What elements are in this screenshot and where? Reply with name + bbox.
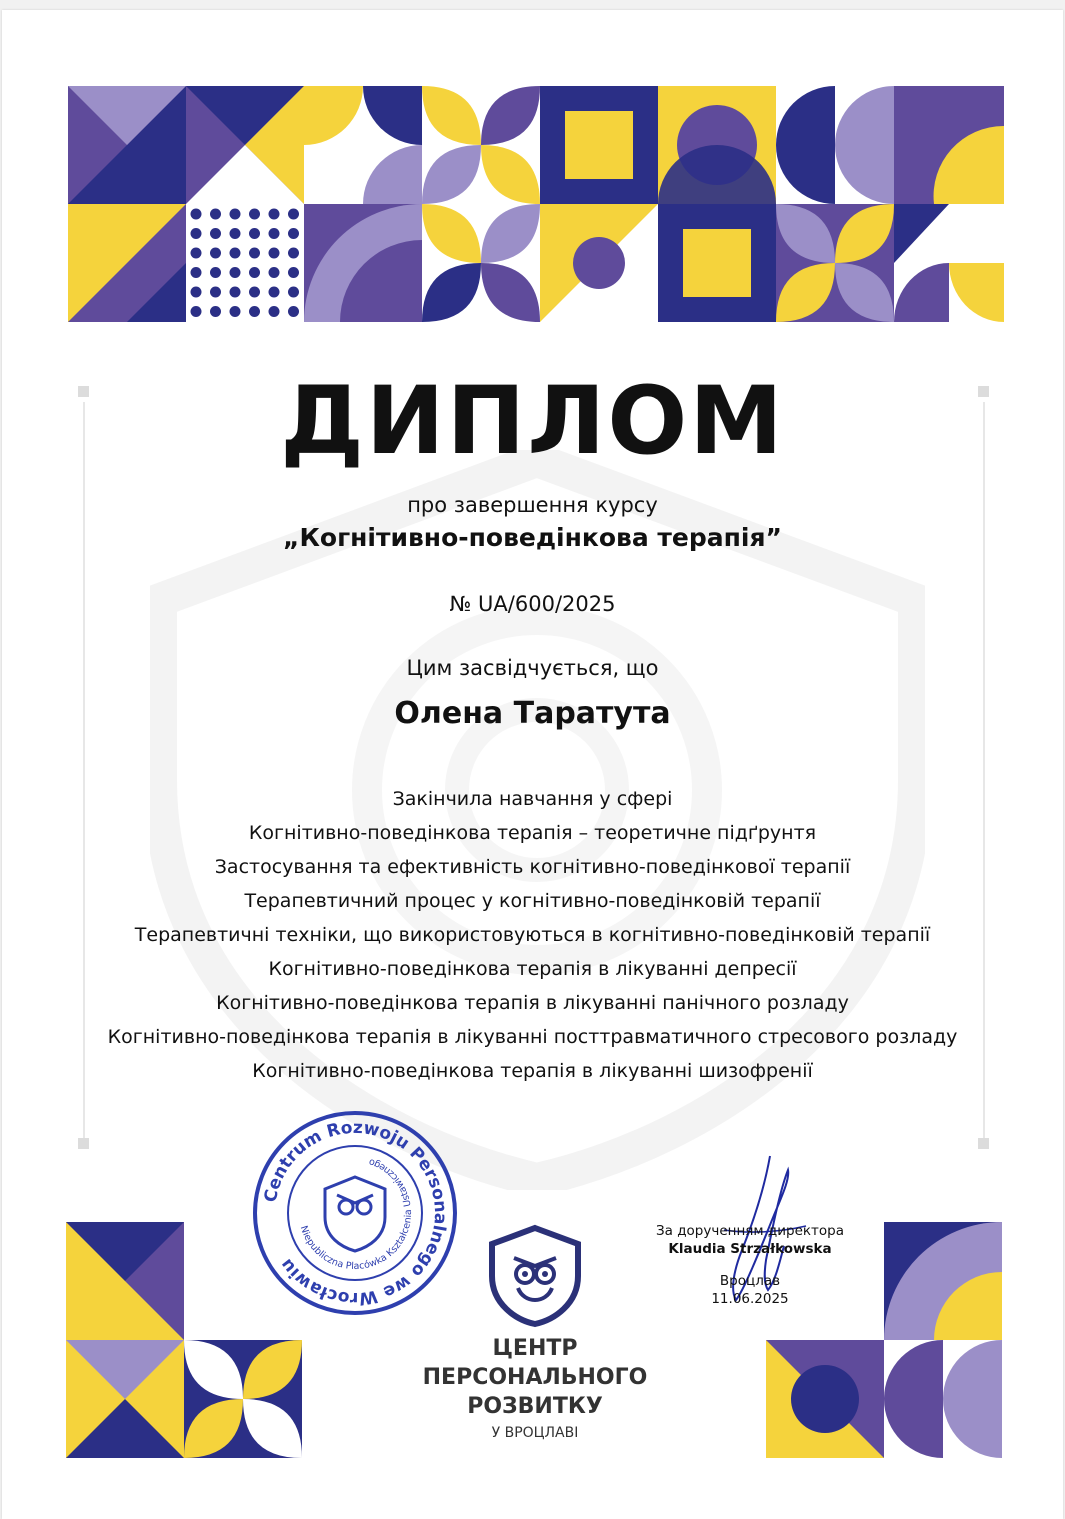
banner-tile (658, 86, 776, 204)
dot (210, 287, 221, 298)
dot (249, 287, 260, 298)
dot (210, 228, 221, 239)
signature-block (630, 1222, 870, 1308)
logo-line-3: РОЗВИТКУ (467, 1394, 603, 1419)
dot (269, 287, 280, 298)
banner-tile (776, 86, 894, 204)
dot (210, 248, 221, 259)
signature-name: Klaudia Strzałkowska (668, 1241, 832, 1257)
banner-tile (540, 204, 658, 322)
topic-item: Когнітивно-поведінкова терапія в лікуванні панічного розладу (216, 992, 849, 1014)
topic-item: Когнітивно-поведінкова терапія – теоретичне підґрунтя (248, 822, 817, 844)
banner-tile (894, 86, 1004, 204)
dot (288, 287, 299, 298)
dot (288, 209, 299, 220)
diploma-title: ДИПЛОМ (280, 367, 785, 476)
dot (249, 248, 260, 259)
geometric-banner (68, 86, 1004, 322)
banner-tile (658, 204, 776, 322)
dot (210, 209, 221, 220)
course-name: „Когнітивно-поведінкова терапія” (283, 523, 782, 552)
owl-shield-logo (488, 1224, 582, 1328)
diploma-subtitle: про завершення курсу (407, 493, 658, 517)
banner-tile (776, 204, 894, 322)
dot (191, 209, 202, 220)
dot (230, 287, 241, 298)
dot (288, 267, 299, 278)
topic-item: Когнітивно-поведінкова терапія в лікуванні шизофренії (252, 1060, 813, 1082)
diploma-number: № UA/600/2025 (449, 592, 616, 616)
dot (288, 306, 299, 317)
official-stamp (250, 1108, 460, 1318)
banner-tile (68, 86, 186, 204)
banner-tile (422, 204, 540, 322)
svg-text:Centrum Rozwoju Personalnego w: Centrum Rozwoju Personalnego we Wrocławiu (260, 1117, 451, 1309)
dot (249, 267, 260, 278)
dot (249, 209, 260, 220)
dot (210, 267, 221, 278)
logo-line-2: ПЕРСОНАЛЬНОГО (422, 1365, 648, 1390)
banner-tile (422, 86, 540, 204)
topic-item: Когнітивно-поведінкова терапія в лікуванні посттравматичного стресового розладу (107, 1026, 958, 1048)
dot (249, 228, 260, 239)
dot (269, 209, 280, 220)
dot (230, 228, 241, 239)
dot (249, 306, 260, 317)
dot (230, 209, 241, 220)
topic-item: Терапевтичні техніки, що використовуються в когнітивно-поведінковій терапії (134, 924, 931, 946)
banner-tile (540, 86, 658, 204)
svg-text:Niepubliczna Placówka Kształce: Niepubliczna Placówka Kształcenia Ustawicznego (297, 1156, 415, 1273)
banner-tile (894, 204, 1004, 322)
topic-item: Застосування та ефективність когнітивно-поведінкової терапії (214, 856, 851, 878)
certify-text: Цим засвідчується, що (406, 656, 659, 680)
frame-corner (78, 1138, 89, 1149)
topic-item: Когнітивно-поведінкова терапія в лікуванні депресії (268, 958, 797, 980)
signature-role: За дорученням директора (655, 1223, 844, 1239)
banner-tile (304, 204, 422, 322)
frame-corner (978, 1138, 989, 1149)
dot (191, 306, 202, 317)
topics-list (0, 782, 1065, 1088)
dot (191, 228, 202, 239)
banner-tile (68, 204, 186, 322)
dot (288, 228, 299, 239)
signature-date: 11.06.2025 (711, 1291, 789, 1307)
dot (269, 306, 280, 317)
logo-line-1: ЦЕНТР (492, 1336, 578, 1361)
banner-tile (304, 86, 422, 204)
dot (210, 306, 221, 317)
signature-city: Вроцлав (719, 1273, 781, 1289)
dot (269, 228, 280, 239)
dot (191, 248, 202, 259)
logo-line-4: У ВРОЦЛАВІ (491, 1425, 579, 1441)
recipient-name: Олена Таратута (394, 696, 671, 731)
completed-text: Закінчила навчання у сфері (392, 788, 673, 810)
topic-item: Терапевтичний процес у когнітивно-поведінковій терапії (244, 890, 821, 912)
dot (191, 267, 202, 278)
dot (230, 267, 241, 278)
dot (230, 248, 241, 259)
dot (230, 306, 241, 317)
dot (269, 267, 280, 278)
dot (269, 248, 280, 259)
banner-tile-dots (186, 204, 304, 322)
dot (191, 287, 202, 298)
banner-tile (186, 86, 304, 204)
dot (288, 248, 299, 259)
